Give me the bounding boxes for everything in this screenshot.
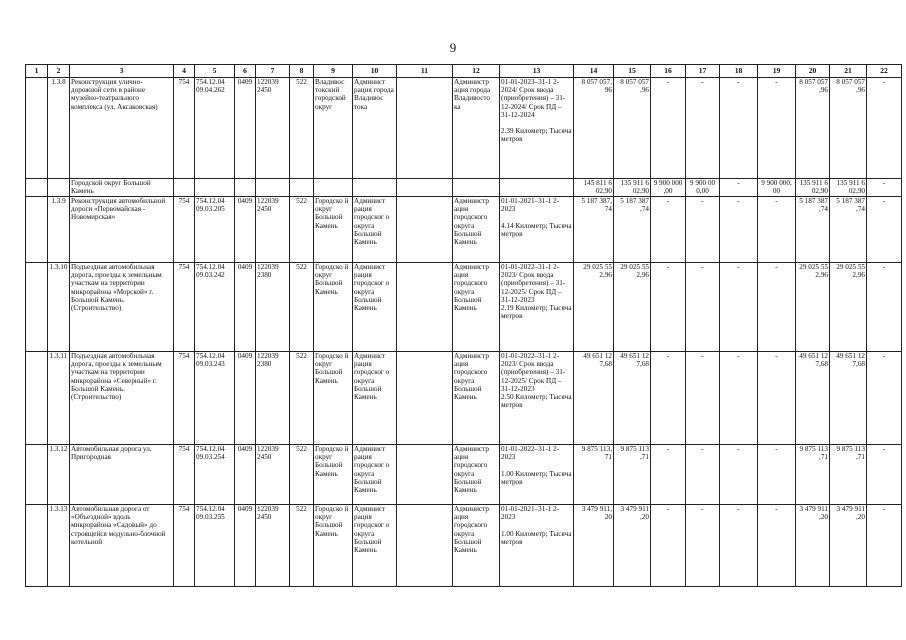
table-row [26,197,902,263]
table-cell: - [720,78,758,179]
table-cell: 01-01-2022–31-1 2-2023 1.00 Километр; Тысяча метров [500,445,574,505]
col-header: 17 [686,65,720,78]
table-cell: 0409 [235,197,256,263]
header-row [26,65,902,78]
table-cell: Администр ация городского округа Большой Камень [453,263,500,352]
table-cell: 754.12.04 09.04.262 [195,78,235,179]
table-cell: 9 900 000, 00 [758,179,796,197]
table-cell: 1.3.10 [48,263,70,352]
col-header: 20 [796,65,830,78]
col-header: 19 [758,65,796,78]
table-cell: 754.12.04 09.03.254 [195,445,235,505]
table-cell [397,179,453,197]
col-header: 15 [614,65,651,78]
table-cell [26,352,48,445]
table-cell: - [720,179,758,197]
table-cell: - [686,505,720,587]
table-cell: Админист рация городског о округа Большой Камень [353,445,397,505]
col-header: 18 [720,65,758,78]
table-cell: - [686,445,720,505]
table-cell: 122039 2380 [256,352,290,445]
col-header: 2 [48,65,70,78]
table-cell: 3 479 911 ,20 [796,505,830,587]
table-cell: 29 025 55 2,96 [574,263,614,352]
table-cell [235,179,256,197]
table-cell: 49 651 12 7,68 [796,352,830,445]
table-cell: 0409 [235,505,256,587]
table-cell: 754 [174,505,195,587]
table-cell: 122039 2450 [256,78,290,179]
table-cell: - [720,352,758,445]
col-header: 6 [235,65,256,78]
table-cell: 49 651 12 7,68 [574,352,614,445]
table-cell [26,197,48,263]
table-cell: 1.3.11 [48,352,70,445]
table-cell: - [758,352,796,445]
table-cell: 122039 2450 [256,445,290,505]
table-cell: 1.3.8 [48,78,70,179]
table-cell: 29 025 55 2,96 [614,263,651,352]
col-header: 12 [453,65,500,78]
table-cell: 01-01-2022–31-1 2-2023/ Срок ввода (приобретения) – 31-12-2025/ Срок ПД – 31-12-2023 2.50 Километр; Тысяча метров [500,352,574,445]
table-cell [26,263,48,352]
table-cell: - [758,78,796,179]
table-cell [397,78,453,179]
table-cell: Городско й округ Большой Камень [314,352,353,445]
table-cell: 135 911 6 02,90 [614,179,651,197]
table-cell: 522 [290,78,314,179]
table-cell: - [686,78,720,179]
table-cell: - [651,352,686,445]
table-cell: Реконструкция автомобильной дороги «Первомайская - Новомирская» [70,197,174,263]
table-cell: 9 875 113 ,71 [830,445,867,505]
table-cell: 122039 2450 [256,505,290,587]
table-cell: - [651,263,686,352]
table-row [26,78,902,179]
table-cell: 522 [290,352,314,445]
table-cell: - [758,263,796,352]
table-cell: - [686,263,720,352]
table-cell: 754.12.04 09.03.255 [195,505,235,587]
table-cell [26,179,48,197]
table-cell: 29 025 55 2,96 [830,263,867,352]
col-header: 22 [867,65,902,78]
table-cell: 135 911 6 02,90 [830,179,867,197]
table-cell [500,179,574,197]
table-cell: 522 [290,263,314,352]
col-header: 7 [256,65,290,78]
table-cell: 754 [174,78,195,179]
table-cell [26,505,48,587]
table-cell [48,179,70,197]
table-cell: 5 187 387 ,74 [796,197,830,263]
col-header: 5 [195,65,235,78]
table-cell: - [686,197,720,263]
table-cell: 5 187 387 ,74 [830,197,867,263]
table-cell: - [867,197,902,263]
table-cell: - [651,445,686,505]
table-cell: - [651,78,686,179]
table-cell: 3 479 911, 20 [574,505,614,587]
col-header: 10 [353,65,397,78]
table-cell: Городско й округ Большой Камень [314,505,353,587]
table-cell: 5 187 387, 74 [574,197,614,263]
page-number: 9 [449,40,457,55]
col-header: 1 [26,65,48,78]
table-cell: 754.12.04 09.03.242 [195,263,235,352]
table-cell [174,179,195,197]
table-cell: 145 811 6 02,90 [574,179,614,197]
table-cell: 9 900 00 0,00 [686,179,720,197]
table-cell: Подъездная автомобильная дорога, проезды к земельным участкам на территории микрорайона «Северный» г. Большой Камень. (Строительство) [70,352,174,445]
table-cell [195,179,235,197]
table-cell: 122039 2380 [256,263,290,352]
table-cell: 0409 [235,263,256,352]
table-cell: Администр ация городского округа Большой Камень [453,445,500,505]
table-cell: Админист рация города Владивос тока [353,78,397,179]
table-cell: - [651,505,686,587]
table-cell: 01-01-2021–31-1 2-2023 4.14 Километр; Тысяча метров [500,197,574,263]
col-header: 3 [70,65,174,78]
table-cell: - [758,445,796,505]
table-cell: - [720,445,758,505]
table-cell: Подъездная автомобильная дорога, проезды к земельным участкам на территории микрорайона «Морской» г. Большой Камень. (Строительство) [70,263,174,352]
table-cell: 9 875 113, 71 [574,445,614,505]
table-cell: Городской округ Большой Камень [70,179,174,197]
table-row [26,352,902,445]
col-header: 14 [574,65,614,78]
table-cell: Администр ация городского округа Большой Камень [453,197,500,263]
table-cell [290,179,314,197]
table-cell: 754.12.04 09.03.205 [195,197,235,263]
table-cell: Админист рация городског о округа Большой Камень [353,505,397,587]
table-cell: Городско й округ Большой Камень [314,263,353,352]
table-cell: Городско й округ Большой Камень [314,445,353,505]
table-cell: 9 875 113 ,71 [614,445,651,505]
col-header: 21 [830,65,867,78]
table-cell: - [867,445,902,505]
table-cell: 0409 [235,445,256,505]
table-cell: 0409 [235,78,256,179]
table-cell [397,197,453,263]
table-cell: Реконструкция улично-дорожной сети в районе музейно-театрального комплекса (ул. Аксаковская) [70,78,174,179]
table-cell: - [867,78,902,179]
col-header: 4 [174,65,195,78]
table-row [26,445,902,505]
table-cell: 8 057 057 ,96 [614,78,651,179]
table-cell: 754 [174,197,195,263]
table-cell: Автомобильная дорога от «Объездной» вдоль микрорайона «Садовый» до строящейся модульно-блочной котельной [70,505,174,587]
table-cell [26,445,48,505]
table-cell: 01-01-2023–31-1 2-2024/ Срок ввода (приобретения) – 31-12-2024/ Срок ПД – 31-12-2024 2.39 Километр; Тысяча метров [500,78,574,179]
table-cell: Администр ация городского округа Большой Камень [453,505,500,587]
table-cell: 01-01-2022–31-1 2-2023/ Срок ввода (приобретения) – 31-12-2025/ Срок ПД – 31-12-2023 2.19 Километр; Тысяча метров [500,263,574,352]
table-cell: 8 057 057 ,96 [830,78,867,179]
col-header: 13 [500,65,574,78]
table-cell: - [867,505,902,587]
table-cell: - [651,197,686,263]
table-cell: - [720,197,758,263]
table-cell: - [867,352,902,445]
table-cell: 8 057 057 ,96 [796,78,830,179]
table-cell: Админист рация городског о округа Большой Камень [353,197,397,263]
table-cell: 522 [290,505,314,587]
table-cell [397,263,453,352]
table-cell: 49 651 12 7,68 [614,352,651,445]
table-cell [397,445,453,505]
table-cell [26,78,48,179]
table-cell [314,179,353,197]
table-cell: 135 911 6 02,90 [796,179,830,197]
table-cell [397,505,453,587]
table-cell: - [758,197,796,263]
table-cell: 1.3.13 [48,505,70,587]
table-row [26,505,902,587]
table-cell: - [720,505,758,587]
table-cell: Админист рация городског о округа Большой Камень [353,263,397,352]
table-cell: - [867,179,902,197]
col-header: 9 [314,65,353,78]
table-cell: 754.12.04 09.03.243 [195,352,235,445]
table-cell: 29 025 55 2,96 [796,263,830,352]
table-cell: 9 900 000 ,00 [651,179,686,197]
table-row [26,179,902,197]
table-row [26,263,902,352]
table-cell: 8 057 057, 96 [574,78,614,179]
table-cell: Администр ация городского округа Большой Камень [453,352,500,445]
table-cell: Городско й округ Большой Камень [314,197,353,263]
table-cell: Администр ация города Владивосто ка [453,78,500,179]
table-cell: 754 [174,352,195,445]
table-cell: - [758,505,796,587]
table-cell: 522 [290,445,314,505]
table-cell: 1.3.9 [48,197,70,263]
table-cell: - [720,263,758,352]
table-cell: 9 875 113 ,71 [796,445,830,505]
table-cell: 49 651 12 7,68 [830,352,867,445]
table-cell: 754 [174,263,195,352]
table-cell: 01-01-2021–31-1 2-2023 1.00 Километр; Тысяча метров [500,505,574,587]
table-cell: Владивос токский городской округ [314,78,353,179]
table-cell: - [686,352,720,445]
table-cell: 754 [174,445,195,505]
col-header: 16 [651,65,686,78]
table-cell [397,352,453,445]
col-header: 11 [397,65,453,78]
table-cell: - [867,263,902,352]
table-cell: 522 [290,197,314,263]
budget-table [25,64,902,587]
table-cell: 1.3.12 [48,445,70,505]
table-cell: 5 187 387 ,74 [614,197,651,263]
col-header: 8 [290,65,314,78]
table-cell: Админист рация городског о округа Большой Камень [353,352,397,445]
table-cell: 0409 [235,352,256,445]
table-cell: 3 479 911 ,20 [614,505,651,587]
table-cell [353,179,397,197]
table-cell: Автомобильная дорога ул. Пригородная [70,445,174,505]
table-cell [453,179,500,197]
table-cell [256,179,290,197]
table-cell: 122039 2450 [256,197,290,263]
table-cell: 3 479 911 ,20 [830,505,867,587]
